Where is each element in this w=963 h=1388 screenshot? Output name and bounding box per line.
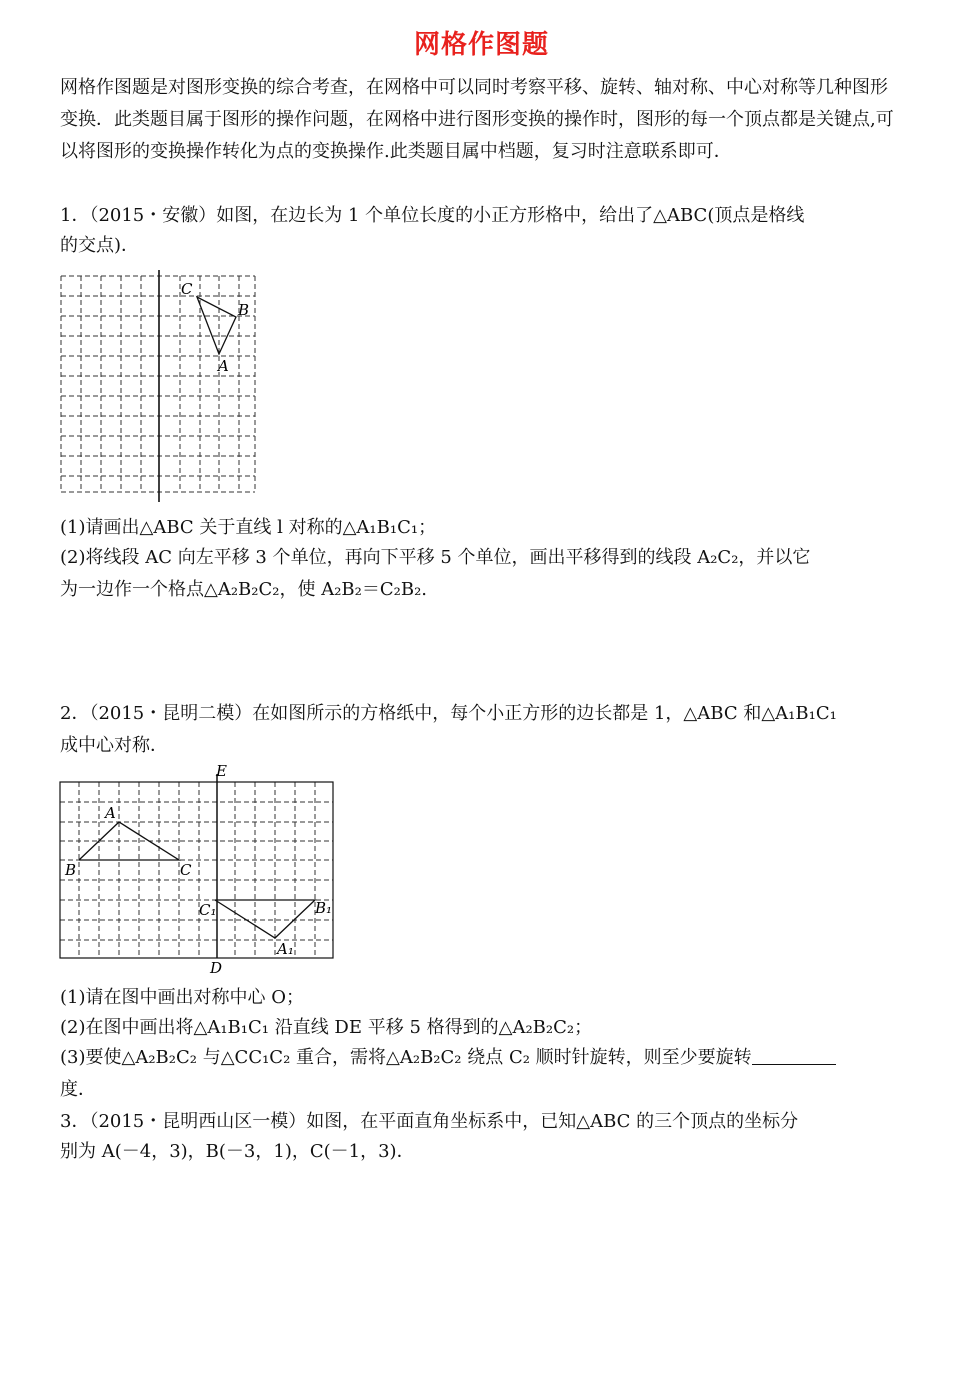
- q2-part3-text: (3)要使△A₂B₂C₂ 与△CC₁C₂ 重合，需将△A₂B₂C₂ 绕点 C₂ 顺时针旋转，则至少要旋转: [60, 1047, 752, 1068]
- q1-part1: (1)请画出△ABC 关于直线 l 对称的△A₁B₁C₁；: [60, 517, 437, 538]
- q2-answer-blank[interactable]: [752, 1044, 836, 1065]
- q2-stem-line2: 成中心对称．: [60, 735, 168, 756]
- q2-label-d: D: [210, 959, 223, 977]
- q1-stem-line2: 的交点)．: [60, 235, 140, 256]
- q1-label-a: A: [218, 357, 229, 375]
- q2-label-a: A: [105, 804, 116, 822]
- q1-triangle-abc: [197, 297, 236, 354]
- q1-part2-line2: 为一边作一个格点△A₂B₂C₂，使 A₂B₂＝C₂B₂.: [60, 579, 428, 600]
- q2-label-c1: C₁: [199, 901, 217, 919]
- page-title: 网格作图题: [413, 30, 549, 60]
- q2-part3-line2: 度．: [60, 1079, 96, 1100]
- q1-part2-line1: (2)将线段 AC 向左平移 3 个单位，再向下平移 5 个单位，画出平移得到的线段 A₂C₂，并以它: [60, 547, 811, 568]
- q2-part3-line1: [60, 1042, 895, 1074]
- q2-stem-line1: 2．（2015・昆明二模）在如图所示的方格纸中，每个小正方形的边长都是 1，△ABC 和△A₁B₁C₁: [60, 703, 837, 724]
- intro-paragraph: 网格作图题是对图形变换的综合考查，在网格中可以同时考察平移、旋转、轴对称、中心对称等几种图形变换．此类题目属于图形的操作问题，在网格中进行图形变换的操作时，图形的每一个顶点都是关键点,可以将图形的变换操作转化为点的变换操作.此类题目属中档题，复习时注意联系即可．: [60, 77, 894, 162]
- q2-part1: (1)请在图中画出对称中心 O；: [60, 987, 304, 1008]
- q2-part2: (2)在图中画出将△A₁B₁C₁ 沿直线 DE 平移 5 格得到的△A₂B₂C₂；: [60, 1017, 593, 1038]
- q1-grid-lines: [61, 276, 255, 492]
- q3-stem-line1: 3．（2015・昆明西山区一模）如图，在平面直角坐标系中，已知△ABC 的三个顶点的坐标分: [60, 1111, 799, 1132]
- q2-label-c: C: [180, 861, 192, 879]
- q2-label-b1: B₁: [315, 899, 333, 917]
- q1-label-c: C: [181, 280, 193, 298]
- q2-label-a1: A₁: [277, 940, 294, 958]
- q3-stem-line2: 别为 A(－4，3)，B(－3，1)，C(－1，3)．: [60, 1141, 415, 1162]
- q2-label-b: B: [65, 861, 77, 879]
- q2-grid-figure: [55, 760, 340, 978]
- q2-label-e: E: [216, 762, 227, 780]
- q2-grid-lines: [60, 782, 333, 958]
- q1-stem-line1: 1．（2015・安徽）如图，在边长为 1 个单位长度的小正方形格中，给出了△ABC(顶点是格线: [60, 205, 805, 226]
- q2-grid-border: [60, 782, 333, 958]
- q2-triangle-a1b1c1: [215, 900, 315, 938]
- q1-grid-figure: [55, 270, 265, 505]
- q1-label-b: B: [238, 301, 250, 319]
